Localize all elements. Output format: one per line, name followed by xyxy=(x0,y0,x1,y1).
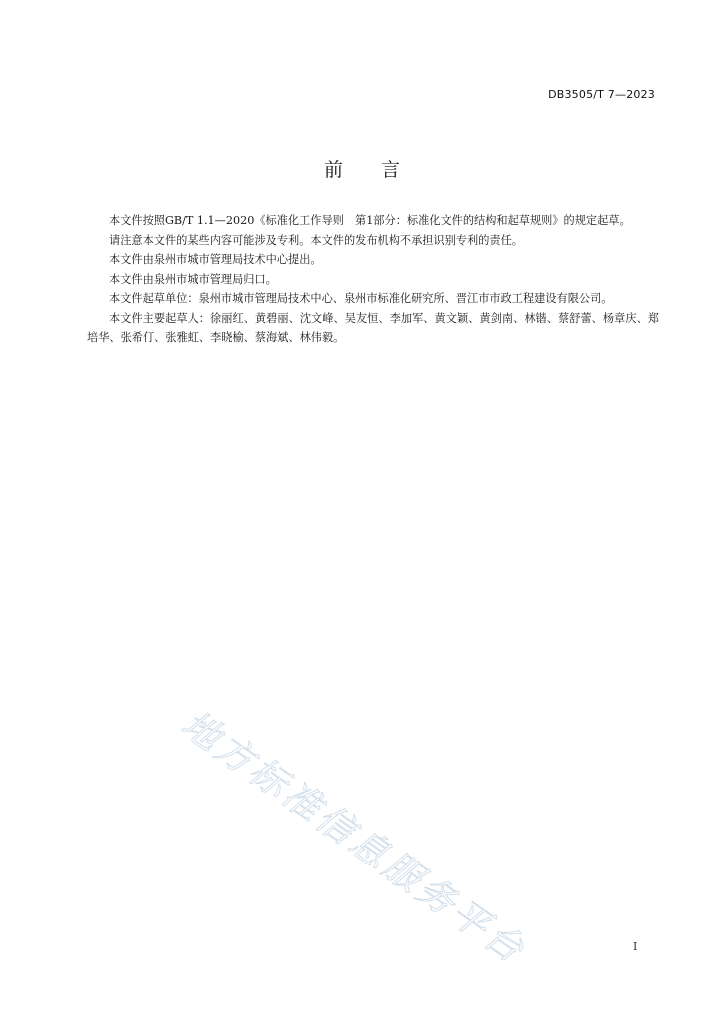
paragraph-patent-notice: 请注意本文件的某些内容可能涉及专利。本文件的发布机构不承担识别专利的责任。 xyxy=(109,233,523,247)
document-code: DB3505/T 7—2023 xyxy=(548,88,655,101)
paragraph-drafting-rules: 本文件按照GB/T 1.1—2020《标准化工作导则 第1部分：标准化文件的结构和起草规则》的规定起草。 xyxy=(109,214,631,227)
paragraph-drafting-units: 本文件起草单位：泉州市城市管理局技术中心、泉州市标准化研究所、晋江市市政工程建设有限公司。 xyxy=(109,292,613,305)
paragraph-administrator: 本文件由泉州市城市管理局归口。 xyxy=(109,272,277,286)
watermark: 地方标准信息服务平台 xyxy=(173,702,535,973)
paragraph-drafters: 本文件主要起草人：徐丽红、黄碧丽、沈文峰、吴友恒、李加军、黄文颖、黄剑南、林锴、蔡舒蕾、杨章庆、郑培华、张希仃、张雅虹、李晓榆、蔡海斌、林伟毅。 xyxy=(87,311,659,344)
page-number: I xyxy=(633,940,638,953)
paragraph-proposer: 本文件由泉州市城市管理局技术中心提出。 xyxy=(109,253,322,266)
foreword-body xyxy=(87,211,659,348)
page-title: 前言 xyxy=(323,159,438,181)
